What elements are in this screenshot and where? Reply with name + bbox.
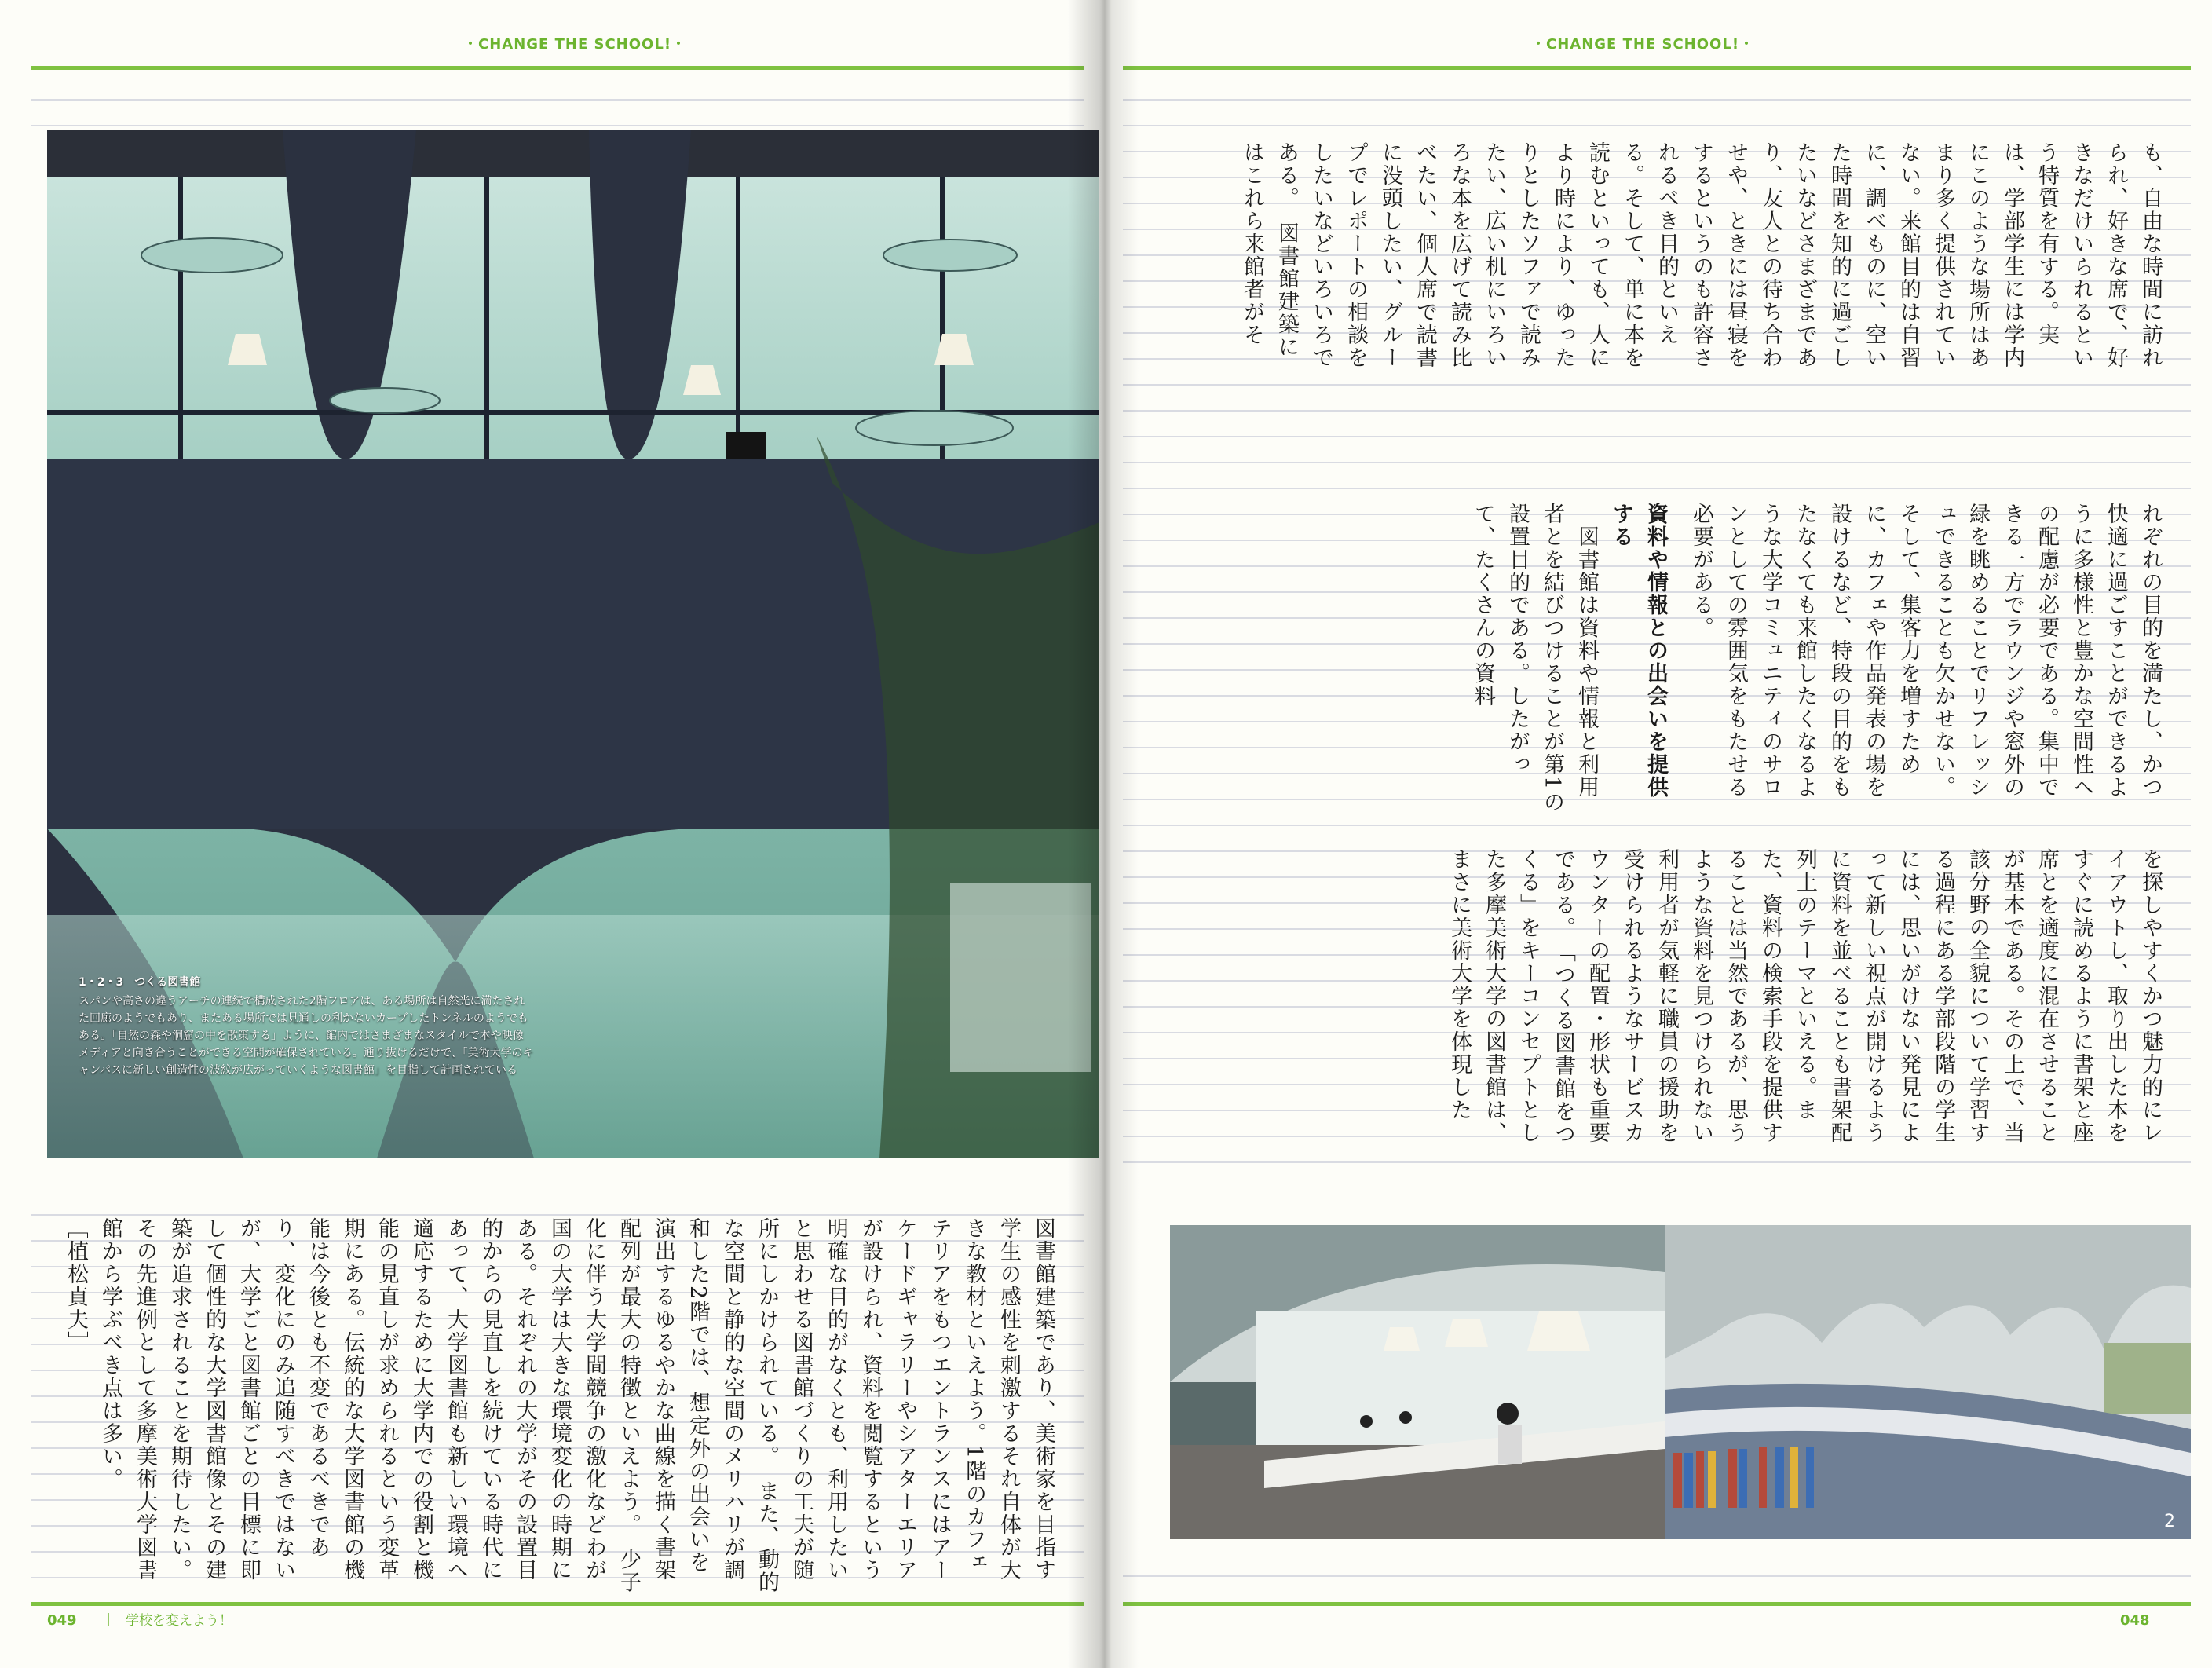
body-paragraph-3: を探しやすくかつ魅力的にレイアウトし、取り出した本をすぐに読めるように書架と座席とを適度に混在させることが基本である。その上で、当該分野の全貌について学習する過程にある学部段階の学生には、思いがけない発見によって新しい視点が開けるように資料を並べることも書架配列上のテーマといえる。また、資料の検索手段を提供することは当然であるが、思うような資料を見つけられない利用者が気軽に職員の援助を受けられるようなサービスカウンターの配置・形状も重要である。 「つくる図書館をつくる」をキーコンセプトとした多摩美術大学の図書館は、まさに美術大学を体現した [1447,848,2163,1146]
ruled-lines-top [31,75,1084,130]
header-rule-left [31,66,1084,70]
section-heading: 資料や情報との出会いを提供する [1609,503,1668,799]
caption-body: スパンや高さの違うアーチの連続で構成された2階フロアは、ある場所は自然光に満たされた回廊のようでもあり、またある場所では見通しの利かないカーブしたトンネルのようでもある。「自然の森や洞窟の中を散策する」ように、館内ではさまざまなスタイルで本や映像メディアと向き合うことができる空間が確保されている。通り抜けるだけで、「美術大学のキャンパスに新しい創造性の波紋が広がっていくような図書館」を目指して計画されている [79,995,534,1077]
photo-number: 2 [2164,1512,2175,1531]
bookshelf-gallery-photo [1665,1225,2191,1539]
body-paragraph-1: も、自由な時間に訪れられ、好きな席で、好きなだけいられるという特質を有する。実は、学部学生には学内にこのような場所はあまり多く提供されていない。来館目的は自習に、調べものに、空いた時間を知的に過ごしたいなどさまざまであり、友人との待ち合わせや、ときには昼寝をするというのも許容されるべき目的といえる。そして、単に本を読むといっても、人により時により、ゆったりとしたソファで読みたい、広い机にいろいろな本を広げて読み比べたい、個人席で読書に没頭したい、グループでレポートの相談をしたいなどいろいろである。 図書館建築にはこれら来館者がそ [1240,141,2163,369]
footer-rule-left [31,1602,1084,1606]
left-page [0,0,1099,1668]
text-column-4 [31,1217,1060,1594]
text-column-1 [1240,141,2167,377]
caption-title: 1・2・3 つくる図書館 [79,976,201,989]
header-label-right: ・CHANGE THE SCHOOL!・ [1531,36,1755,53]
right-page [1099,0,2212,1668]
footer-separator: ｜ [102,1613,115,1629]
text-column-3 [1447,848,2167,1162]
reading-area-photo [1170,1225,1665,1539]
author-byline: ［植松貞夫］ [64,1217,88,1354]
page-number-right: 048 [2120,1612,2150,1629]
footer-rule-right [1123,1602,2191,1606]
body-paragraph-4: 図書館建築であり、美術家を目指す学生の感性を刺激するそれ自体が大きな教材といえよう。1階のカフェテリアをもつエントランスにはアーケードギャラリーやシアターエリアが設けられ、資料を閲覧するという明確な目的がなくとも、利用したいと思わせる図書館づくりの工夫が随所にしかけられている。 また、動的な空間と静的な空間のメリハリが調和した2階では、想定外の出会いを演出するゆるやかな曲線を描く書架配列が最大の特徴といえよう。 少子化に伴う大学間競争の激化などわが国の大学は大きな環境変化の時期にある。それぞれの大学がその設置目的からの見直しを続けている時代にあって、大学図書館も新しい環境へ適応するために大学内での役割と機能の見直しが求められるという変革期にある。伝統的な大学図書館の機能は今後とも不変であるべきであり、変化にのみ追随すべきではないが、大学ごと図書館ごとの目標に即して個性的な大学図書館像とその建築が追求されることを期待したい。その先進例として多摩美術大学図書館から学ぶべき点は多い。 [98,1217,1055,1594]
footer-title: 学校を変えよう！ [126,1613,232,1629]
page-number-left: 049 [47,1612,77,1629]
book-spine-shadow [1068,0,1139,1668]
body-paragraph-2: れぞれの目的を満たし、かつ快適に過ごすことができるように多様性と豊かな空間性への配慮が必要である。集中できる一方でラウンジや窓外の緑を眺めることでリフレッシュできることも欠かせない。そして、集客力を増すために、カフェや作品発表の場を設けるなど、特段の目的をもたなくても来館したくなるような大学コミュニティのサロンとしての雰囲気をもたせる必要がある。 [1689,503,2163,799]
header-rule-right [1123,66,2191,70]
text-column-2 [1303,503,2167,817]
body-paragraph-2b: 図書館は資料や情報と利用者とを結びつけることが第1の設置目的である。したがって、たくさんの資料 [1471,503,1599,814]
photo-caption [79,974,534,1079]
header-label-left: ・CHANGE THE SCHOOL!・ [463,36,687,53]
ruled-lines-bottom-right [1123,1551,2191,1598]
